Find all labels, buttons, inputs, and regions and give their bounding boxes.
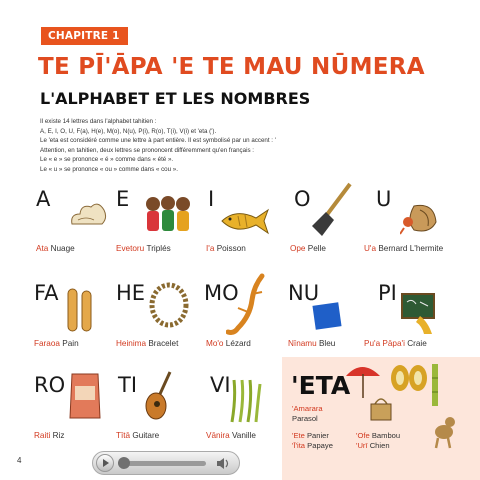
- letter-o: O: [294, 187, 311, 211]
- bread-illustration: [62, 287, 102, 333]
- word-e: Evetoru Triplés: [116, 244, 171, 253]
- letter-vi: VI: [210, 373, 231, 397]
- letter-ro: RO: [34, 373, 66, 397]
- chalk-illustration: [398, 292, 440, 336]
- cloud-illustration: [68, 196, 108, 232]
- letter-mo: MO: [204, 281, 239, 305]
- word-fa: Faraoa Pain: [34, 339, 79, 348]
- dog-illustration: [430, 414, 458, 450]
- word-a: Ata Nuage: [36, 244, 75, 253]
- play-button[interactable]: [96, 454, 114, 472]
- eta-word-ete: 'Ete Panier: [292, 431, 329, 440]
- word-he: Heinima Bracelet: [116, 339, 179, 348]
- word-o: Ope Pelle: [290, 244, 326, 253]
- fish-illustration: [218, 206, 270, 236]
- rice-bag-illustration: [66, 370, 104, 422]
- blue-square-illustration: [310, 300, 346, 334]
- volume-icon[interactable]: [215, 456, 231, 471]
- letter-u: U: [376, 187, 392, 211]
- page-number: 4: [17, 456, 22, 465]
- triplets-illustration: [143, 193, 193, 235]
- papaya-illustration: [388, 362, 430, 396]
- letter-fa: FA: [34, 281, 59, 305]
- intro-line: Le « u » se prononce « ou » comme dans « cou ».: [40, 165, 178, 173]
- letter-ti: TI: [118, 373, 138, 397]
- letter-he: HE: [116, 281, 146, 305]
- eta-title: 'ETA: [291, 371, 351, 400]
- letter-a: A: [36, 187, 51, 211]
- intro-text: [40, 117, 440, 175]
- vanilla-illustration: [226, 374, 272, 424]
- chapter-badge: CHAPITRE 1: [41, 27, 128, 45]
- word-u: U'a Bernard L'hermite: [364, 244, 444, 253]
- eta-word-uri: 'Urī Chien: [356, 441, 390, 450]
- intro-line: Le 'eta est considéré comme une lettre à part entière. Il est symbolisé par un accent : ': [40, 137, 276, 145]
- eta-word-amarara: 'Amarara Parasol: [292, 404, 323, 423]
- intro-line: Attention, en tahitien, deux lettres se prononcent différemment qu'en français :: [40, 146, 254, 154]
- page-title: TE PĪ'ĀPA 'E TE MAU NŪMERA: [38, 54, 425, 80]
- letter-pi: PI: [378, 281, 397, 305]
- word-mo: Mo'o Lézard: [206, 339, 251, 348]
- intro-line: A, E, I, O, U, F(a), H(e), M(o), N(u), P(i), R(o), T(i), V(i) et 'eta (').: [40, 127, 217, 135]
- intro-line: Le « e » se prononce « é » comme dans « été ».: [40, 156, 174, 164]
- guitar-illustration: [140, 370, 180, 424]
- lizard-illustration: [226, 272, 272, 338]
- word-i: I'a Poisson: [206, 244, 246, 253]
- intro-line: Il existe 14 lettres dans l'alphabet tahitien :: [40, 118, 157, 125]
- audio-progress-track[interactable]: [118, 461, 206, 466]
- page-subtitle: L'ALPHABET ET LES NOMBRES: [40, 89, 311, 108]
- eta-word-ofe: 'Ofe Bambou: [356, 431, 401, 440]
- letter-e: E: [116, 187, 130, 211]
- eta-word-iita: 'Ī'ita Papaye: [292, 441, 333, 450]
- hermit-crab-illustration: [400, 200, 442, 236]
- word-nu: Nīnamu Bleu: [288, 339, 336, 348]
- basket-illustration: [368, 394, 394, 422]
- word-vi: Vānira Vanille: [206, 431, 256, 440]
- letter-nu: NU: [288, 281, 320, 305]
- audio-player: [92, 451, 240, 475]
- bamboo-illustration: [428, 362, 444, 408]
- shovel-illustration: [308, 180, 354, 240]
- letter-i: I: [208, 187, 215, 211]
- word-ro: Raiti Riz: [34, 431, 65, 440]
- bracelet-illustration: [146, 280, 192, 330]
- word-pi: Pu'a Pāpa'i Craie: [364, 339, 427, 348]
- audio-progress-knob[interactable]: [118, 457, 130, 469]
- word-ti: Tītā Guitare: [116, 431, 160, 440]
- play-icon: [97, 455, 113, 471]
